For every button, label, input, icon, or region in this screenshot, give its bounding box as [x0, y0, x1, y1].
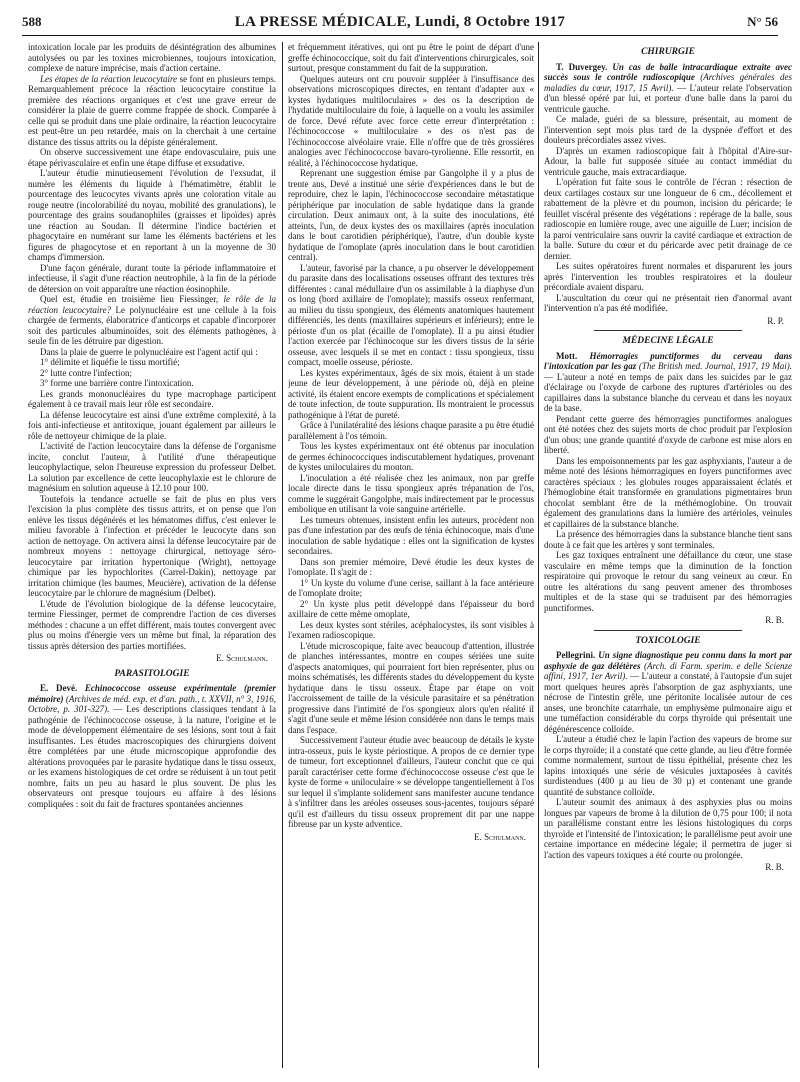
column-divider: [538, 42, 539, 1068]
paragraph: Toutefois la tendance actuelle se fait de plus en plus vers l'excision la plus complète des tissus attrits, et on pense que l'on enlève les tissus dégénérés et les hématomes diffus, c'est enlever le milieu favorable à l'infection et précéder le leucocyte dans son action de nettoyage. On activera ainsi la défense leucocytaire par de nombreux moyens : nettoyage chirurgical, nettoyage séro-leucocytaire par irritation hypertonique (Wright), nettoyage chimique par les hypochlorites (Carrel-Dakin), nettoyage par irritation chimique (les baumes, Meucière), activation de la défense leucocytaire par le chlorure de magnésium (Delbet).: [28, 493, 276, 598]
paragraph: Les gaz toxiques entraînent une défaillance du cœur, une stase vasculaire en même temps que la diminution de la fonction respiratoire qui provoque le retour du sang veineux au cœur. En outre les altérations du sang peuvent amener des thromboses multiples et de la stase qui se traduisent par des hémorragies punctiformes.: [544, 550, 792, 613]
paragraph: Pendant cette guerre des hémorragies punctiformes analogues ont été notées chez des sujets morts de choc produit par l'explosion d'un obus; une grande quantité d'oxyde de carbone est mise alors en liberté.: [544, 413, 792, 455]
review-source: (Archives générales des maladies du cœur, 1917, 15 Avril).: [544, 72, 792, 93]
paragraph: La défense leucocytaire est ainsi d'une extrême complexité, à la fois anti-infectieuse et antitoxique, jouant également par ailleurs le rôle de nettoyeur chimique de la plaie.: [28, 409, 276, 441]
list-item: 2° lutte contre l'infection;: [40, 367, 132, 378]
paragraph: Dans la plaie de guerre le polynucléaire est l'agent actif qui :: [40, 346, 258, 357]
list-item: 1° délimite et liquéfie le tissu mortifié;: [40, 357, 180, 367]
author-signature: E. Schulmann.: [216, 653, 268, 663]
paragraph: L'étude microscopique, faite avec beaucoup d'attention, illustrée de planches intéressantes, montre en coupes sériées une suite d'aspects anatomiques, qui pourraient fort bien représenter, plus ou moins schématisés, les différents stades du développement du kyste hydatique dans le tissu osseux. Étape par étape on voit l'accroissement de taille de la vésicule parasitaire et sa pénétration progressive dans l'intimité de l'os spongieux alors qu'en réalité il s'agit d'une seule et même lésion considérée non dans le temps mais dans l'espace.: [288, 640, 534, 735]
paragraph: L'auteur soumit des animaux à des asphyxies plus ou moins longues par vapeurs de brome à la dilution de 0,75 pour 100; il nota un parallélisme constant entre les lésions histologiques du corps thyroïde et l'intensité de l'intoxication; le parallélisme peut avoir une certaine importance en médecine légale; il permettra de juger si l'action des vapeurs toxiques a été courte ou prolongée.: [544, 797, 792, 860]
paragraph: [28, 74, 276, 148]
journal-title: LA PRESSE MÉDICALE, Lundi, 8 Octobre 1917: [234, 14, 566, 30]
author-signature: E. Schulmann.: [474, 831, 526, 842]
paragraph-text: se font en plusieurs temps. Remarquablement précoce la réaction leucocytaire constitue la première des réactions organiques et c'est une grave erreur de considérer la plaie de guerre comme frappée de shock. Comparée à celle qui se produit dans une plaie ordinaire, la réaction leucocytaire est peut-être un peu retardée, mais on la cherchait à une certaine distance des tissus attrits ou la dépiste généralement.: [28, 73, 276, 147]
paragraph: Reprenant une suggestion émise par Gangolphe il y a plus de trente ans, Devé a institué une série d'expériences dans le but de reproduire, chez le lapin, l'échinococcose secondaire métastatique périphérique par inoculation de sable hydatique dans la grande circulation. Deux animaux ont, à la suite des inoculations, été atteints, l'un, de deux kystes des os maxillaires (après inoculation dans le bout carotidien périphérique), l'autre, d'un double kyste hydatique de l'omoplate (après inoculation dans le bout carotidien central).: [288, 168, 534, 262]
review-entry: [544, 650, 792, 734]
review-author: Mott.: [556, 350, 578, 361]
paragraph: Dans les empoisonnements par les gaz asphyxiants, l'auteur a de même noté des lésions hémorragiques en foyers punctiformes avec caractères spéciaux : les globules rouges apparaissaient éclatés et l'hémoglobine était transformée en granulations pigmentaires brun chocolat semblant être de la méthémoglobine. On trouvait également des granulations dans la lumière des artérioles, veinules et capillaires de la substance blanche.: [544, 455, 792, 529]
paragraph: Dans son premier mémoire, Devé étudie les deux kystes de l'omoplate. Il s'agit de :: [288, 556, 534, 577]
column-2: [288, 42, 534, 1082]
paragraph: Tous les kystes expérimentaux ont été obtenus par inoculation de germes échinococciques indiscutablement hydatiques, provenant de kystes uniloculaires du mouton.: [288, 441, 534, 472]
review-entry: [544, 62, 792, 115]
paragraph: L'étude de l'évolution biologique de la défense leucocytaire, termine Fiessinger, permet de comprendre l'action de ces diverses méthodes : chacune a un effet différent, mais toutes convergent avec plus ou moins d'énergie vers un même but final, la réparation des tissus après détersion des parties mortifiées.: [28, 598, 276, 651]
paragraph: 1° Un kyste du volume d'une cerise, saillant à la face antérieure de l'omoplate droite;: [288, 577, 534, 598]
paragraph: [28, 294, 276, 347]
column-divider: [282, 42, 283, 1068]
review-title: Hémorragies punctiformes du cerveau dans l'intoxication par les gaz: [544, 350, 792, 371]
italic-phrase: le rôle de la réaction leucocytaire?: [28, 294, 276, 315]
review-text: — L'auteur a constaté, à l'autopsie d'un sujet mort quelques heures après l'absorption de gaz asphyxiants, une nécrose de l'intestin grêle, une péritonite localisée autour de ces anses, une bronchite catarrhale, un emphysème pulmonaire aigu et une tuméfaction considérable du corps thyroïde qui présentait une dégénérescence colloïde.: [544, 671, 792, 734]
paragraph: L'activité de l'action leucocytaire dans la défense de l'organisme incite, conclut l'auteur, à l'utilité d'une thérapeutique leucophylactique, selon l'heureuse expression du professeur Delbet. La solution par excellence de cette leucophylaxie est le chlorure de magnésium en solution aqueuse à 12.10 pour 100.: [28, 441, 276, 493]
paragraph: On observe successivement une étape endovasculaire, puis une étape périvasculaire et enfin une étape diffuse et exsudative.: [28, 147, 276, 168]
review-source: (The British med. Journal, 1917, 19 Mai).: [636, 361, 792, 371]
author-initials: R. B.: [765, 615, 784, 625]
review-entry: [544, 351, 792, 414]
paragraph: Successivement l'auteur étudie avec beaucoup de détails le kyste intra-osseux, puis le kyste périostique. A propos de ce dernier type de tumeur, fort exceptionnel d'ailleurs, l'auteur conclut que ce qui paraît caractériser cette forme d'échinococcose osseuse c'est que le kyste de forme « uniloculaire » se développe tangentiellement à l'os sur lequel il s'implante solidement sans manifester aucune tendance à s'infiltrer dans les aréoles osseuses sous-jacentes, toujours séparé qu'il est d'ailleurs du tissu osseux proprement dit par une nappe fibreuse par un kyste adventice.: [288, 735, 534, 829]
paragraph: L'auteur, favorisé par la chance, a pu observer le développement du parasite dans des localisations osseuses offrant des textures très différentes : canal médullaire d'un os assimilable à la diaphyse d'un os long (bord axillaire de l'omoplate); massifs osseux renfermant, au milieu du tissu spongieux, des éléments anatomiques hautement différenciés, les dents (maxillaires supérieurs et inférieurs); entre le périoste d'un os plat (écaille de l'omoplate). Il a pu ainsi étudier l'action exercée par l'échinocoque sur les divers tissus de la série osseuse, avec lesquels il se met en contact : tissu spongieux, tissu compact, moelle osseuse, périoste.: [288, 262, 534, 367]
author-initials: R. B.: [765, 862, 784, 872]
paragraph: L'auscultation du cœur qui ne présentait rien d'anormal avant l'intervention n'a pas été modifiée.: [544, 292, 792, 313]
review-title: Un cas de balle intracardiaque extraite avec succès sous le contrôle radioscopique: [544, 61, 792, 82]
section-heading: PARASITOLOGIE: [114, 668, 190, 679]
paragraph-text: Quel est, étudie en troisième lieu Fiessinger,: [40, 294, 224, 304]
paragraph: D'une façon générale, durant toute la période inflammatoire et infectieuse, il s'agit d'une réaction neutrophile, à la fin de la période de détersion on voit apparaître une réaction éosinophile.: [28, 262, 276, 294]
paragraph-text: Le polynucléaire est une cellule à la fois chargée de ferments, élaboratrice d'anticorps et capable d'incorporer soit des particules albuminoïdes, soit des éléments pathogènes, à seule fin de les détruire par digestion.: [28, 304, 276, 346]
page-number: 588: [22, 14, 42, 29]
paragraph: Quelques auteurs ont cru pouvoir suppléer à l'insuffisance des observations microscopiques directes, en tentant d'adapter aux « kystes hydatiques multiloculaires » des os la description de l'hydatide multiloculaire du foie, à laquelle on a voulu les assimiler de force. Devé réfute avec force cette erreur d'interprétation : l'échinococcose « multiloculaire » des os n'est pas de l'échinococcose alvéolaire vraie. Elle n'offre que de très grossières analogies avec l'échinococcose bavaro-tyrolienne. Elle ressortit, en réalité, à l'échinococcose hydatique.: [288, 73, 534, 168]
review-title: Echinococcose osseuse expérimentale (premier mémoire): [28, 683, 276, 704]
review-author: T. Duvergey.: [556, 61, 608, 72]
paragraph: Les deux kystes sont stériles, acéphalocystes, ils sont visibles à l'examen radioscopique.: [288, 619, 534, 640]
paragraph: Les tumeurs obtenues, insistent enfin les auteurs, procèdent non pas d'une infestation par des œufs de ténia échinocoque, mais d'une inoculation de sable hydatique : elles ont la signification de kystes secondaires.: [288, 514, 534, 556]
review-text: — L'auteur a noté en temps de paix dans les suicides par le gaz d'éclairage ou l'oxyde de carbone des ruptures d'artérioles ou des capillaires dans la substance blanche du cerveau et dans les noyaux de la base.: [544, 371, 792, 413]
paragraph: L'auteur a étudié chez le lapin l'action des vapeurs de brome sur le corps thyroïde; il a constaté que cette glande, au lieu d'être formée comme normalement, surtout de tissu épithélial, présente chez les lapins intoxiqués une série de vésicules juxtaposées à cavités surdistendues (400 µ au lieu de 30 µ) et contenant une grande quantité de substance colloïde.: [544, 734, 792, 797]
page-header: [22, 4, 778, 36]
section-heading: TOXICOLOGIE: [635, 635, 701, 646]
paragraph: L'inoculation a été réalisée chez les animaux, non par greffe locale directe dans le tissu spongieux après trépanation de l'os, comme le suggérait Gangolphe, mais indirectement par le processus embolique en utilisant la voie sanguine artérielle.: [288, 472, 534, 514]
divider: [594, 630, 743, 631]
review-entry: [28, 683, 276, 809]
paragraph: D'après un examen radioscopique fait à l'hôpital d'Aire-sur-Adour, la balle fut supposée située au contact immédiat du ventricule gauche, mais extracardiaque.: [544, 145, 792, 177]
paragraph: et fréquemment itératives, qui ont pu être le point de départ d'une greffe échinococcique, soit du fait d'interventions chirurgicales, soit surtout, presque constamment du fait de la suppuration.: [288, 42, 534, 73]
section-heading: MÉDECINE LÉGALE: [622, 336, 714, 346]
issue-number: N° 56: [747, 14, 778, 29]
review-title: Un signe diagnostique peu connu dans la mort par asphyxie de gaz délétères: [544, 650, 792, 671]
header-rule: [22, 35, 778, 36]
paragraph: intoxication locale par les produits de désintégration des albumines autolysées ou par les toxines microbiennes, toujours intoxication, complexe de nature imprécise, mais d'action certaine.: [28, 42, 276, 73]
column-3: [544, 42, 792, 1082]
review-author: Pellegrini.: [556, 650, 596, 660]
section-heading: CHIRURGIE: [641, 47, 695, 57]
paragraph: L'auteur étudie minutieusement l'évolution de l'exsudat, il numère les éléments du liquide à l'hématimètre, établit le pourcentage des leucocytes vivants après une coloration vitale au rouge neutre (incolorabilité du noyau, mobilité des granulations), le pourcentage des grains soudanophiles (graisses et lipoïdes) après une réaction au Soudan. Il détermine l'indice bactérien et phagocytaire en numérant sur lame les éléments bactériens et les figures de phagocytose et en reportant à un la moyenne de 30 champs d'immersion.: [28, 168, 276, 262]
list-item: 3° forme une barrière contre l'intoxication.: [40, 378, 194, 388]
divider: [594, 330, 743, 331]
paragraph: 2° Un kyste plus petit développé dans l'épaisseur du bord axillaire de cette même omoplate,: [288, 598, 534, 619]
column-1: [28, 42, 276, 1082]
review-source: (Archives de méd. exp. et d'an. path., t. XXVII, n° 3, 1916, Octobre, p. 301-327).: [28, 693, 276, 714]
review-author: E. Devé.: [40, 683, 78, 693]
review-text: — L'auteur relate l'observation d'un blessé opéré par lui, et porteur d'une balle dans la paroi du ventricule gauche.: [544, 82, 792, 114]
paragraph: Grâce à l'unilatéralité des lésions chaque parasite a pu être étudié parallèlement à l'os témoin.: [288, 420, 534, 441]
paragraph: Les kystes expérimentaux, âgés de six mois, étaient à un stade jeune de leur développement, à une période où, déjà en pleine activité, ils étaient encore exempts de complications et spécialement de toute infection, de toute suppuration. Ils montraient le processus pathogénique à l'état de pureté.: [288, 367, 534, 420]
italic-phrase: Les étapes de la réaction leucocytaire: [40, 73, 178, 84]
paragraph: Les grands mononucléaires du type macrophage participent également à ce travail mais leur rôle est secondaire.: [28, 388, 276, 409]
paragraph: Ce malade, guéri de sa blessure, présentait, au moment de l'intervention sept mois plus tard de la dyspnée d'effort et des douleurs précordiales assez vives.: [544, 114, 792, 145]
paragraph: Les suites opératoires furent normales et disparurent les jours après l'intervention les troubles respiratoires et la douleur précordiale avaient disparu.: [544, 261, 792, 292]
paragraph: La présence des hémorragies dans la substance blanche tient sans doute à ce fait que les artères y sont terminales.: [544, 529, 792, 550]
paragraph: L'opération fut faite sous le contrôle de l'écran : résection de deux cartilages costaux sur une longueur de 6 cm., décollement et rabattement de la plèvre et du poumon, incision du péricarde; le feuillet viscéral présente des végétations : repérage de la balle, sous radioscopie en lumière rouge, avec une aiguille de Luer; incision de la paroi ventriculaire sans ouvrir la cavité cardiaque et extraction de la balle. Suture du cœur et du péricarde avec petit drainage de ce dernier.: [544, 177, 792, 261]
review-text: — Les descriptions classiques tendant à la pathogénie de l'échinococcose osseuse, à la nature, l'origine et le mode de développement élémentaire de ses lésions, sont tout à fait insuffisantes. Les études macroscopiques des chirurgiens doivent être complétées par une étude microscopique approfondie des altérations provoquées par le parasite hydatique dans le tissu osseux, or les examens histologiques de cet ordre se réduisent à un tout petit nombre, faits un peu au hasard le plus souvent. De plus les observateurs ont presque toujours eu affaire à des lésions compliquées : soit du fait de fractures spontanées anciennes: [28, 704, 276, 809]
author-initials: R. P.: [767, 315, 784, 326]
review-source: (Arch. di Farm. sperim. e delle Scienze affini, 1917, 1er Avril).: [544, 660, 792, 681]
